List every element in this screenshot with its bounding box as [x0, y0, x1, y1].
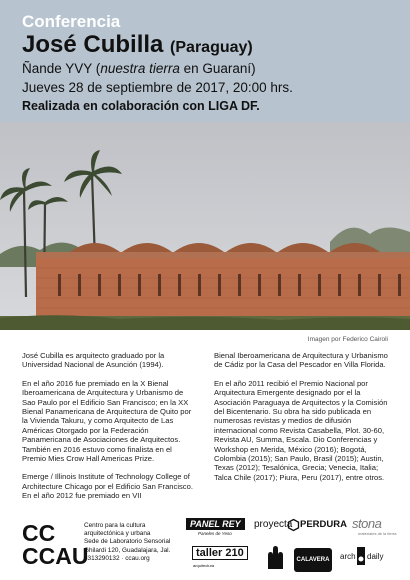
bio-paragraph: En el año 2016 fue premiado en la X Bienal Iberoamericana de Arquitectura y Urbanismo de Sao Paulo por el Edificio San Francisco; en la XX Bienal Panamericana de Arquitectura de Quito por la Vivienda Takuru, y como Arquitecto de Las Américas Otorgado por la Federación Panamericana de Asociaciones de Arquitectos. También en 2016 estuvo como finalista en el Premio Mies Crow Hall Americas Prize. — [22, 378, 192, 464]
org-line: arquitectónica y urbana — [84, 530, 151, 538]
bio-paragraph: José Cubilla es arquitecto graduado por la Universidad Nacional de Asunción (1994). — [22, 351, 165, 370]
org-line: Centro para la cultura — [84, 522, 146, 529]
talk-title-start: Ñande YVY ( — [22, 61, 101, 76]
event-date: Jueves 28 de septiembre de 2017, 20:00 hrs. — [22, 80, 293, 95]
talk-title-end: en Guaraní) — [179, 61, 256, 76]
event-header — [0, 0, 410, 122]
org-line: Ghilardi 120, Guadalajara, Jal. — [84, 546, 171, 554]
speaker-country: (Paraguay) — [170, 39, 253, 56]
ccau-logo-icon — [22, 520, 89, 569]
talk-title-italic: nuestra tierra — [100, 61, 180, 76]
bio-column-left — [22, 351, 196, 510]
sponsor-panel-rey-sub: Paneles de Yeso — [198, 531, 232, 536]
sponsor-arch: arch — [340, 552, 356, 561]
hand-logo-icon — [264, 545, 286, 571]
org-info — [84, 522, 184, 563]
building-photo — [0, 122, 410, 330]
sponsor-calavera: CALAVERA — [294, 548, 332, 572]
sponsor-panel-rey: PANEL REY — [186, 518, 245, 530]
bio-paragraph: En el año 2011 recibió el Premio Nacional por Arquitectura Emergente designado por el la Asociación Paraguaya de Arquitectos y la Comisión del Bicentenario. Su obra ha sido publicada en numerosas revistas y medios de difusión internacional como Revista Casabella, Plot. 30-60, Revista AU, Summa, Escala. Dio Conferencias y Workshop en Merida, México (2016); Bogotá, Colombia (2015); San Paulo, Brasil (2015); Austin, Texas (2012); Tesalónica, Grecia; Venecia, Italia; Talca Chile (2017); Piura, Peru (2017), entre otros. — [214, 378, 388, 482]
event-type-label: Conferencia — [22, 12, 121, 31]
sponsor-proyecta: proyecta — [254, 519, 293, 530]
collaboration-note: Realizada en colaboración con LIGA DF. — [22, 99, 260, 113]
perdura-hexagon-icon — [288, 519, 299, 531]
footer — [0, 508, 410, 580]
bio-section — [22, 351, 388, 510]
building-illustration — [0, 122, 410, 330]
sponsor-stona-sub: materiales de la tierra — [358, 531, 397, 536]
sponsor-perdura: PERDURA — [300, 519, 347, 530]
bio-column-right — [214, 351, 388, 510]
svg-text:CC: CC — [22, 520, 56, 546]
talk-title — [22, 61, 256, 76]
org-line: 3313290132 · ccau.org — [84, 554, 150, 562]
bio-paragraph: Emerge / Illinois Institute of Technology College of Architecture Chicago por el Edificio San Francisco. En el año 2012 fue premiado en VII — [22, 472, 193, 501]
sponsor-daily: daily — [367, 552, 384, 561]
sponsor-stona: stona — [352, 516, 382, 531]
photo-credit: Imagen por Federico Cairoli — [307, 336, 388, 343]
sponsor-taller-210: taller 210 — [192, 546, 248, 560]
sponsor-taller-sub: arquitectura — [193, 563, 215, 568]
org-line: Sede de Laboratorio Sensorial — [84, 538, 171, 546]
speaker-name-text: José Cubilla — [22, 31, 164, 58]
speaker-name — [22, 31, 253, 59]
ccau-logo-text: CCAU — [22, 543, 89, 569]
bio-paragraph: Bienal Iberoamericana de Arquitectura y Urbanismo de Cádiz por la Casa del Pescador en Villa Florida. — [214, 351, 388, 370]
archdaily-mark-icon — [356, 546, 366, 566]
